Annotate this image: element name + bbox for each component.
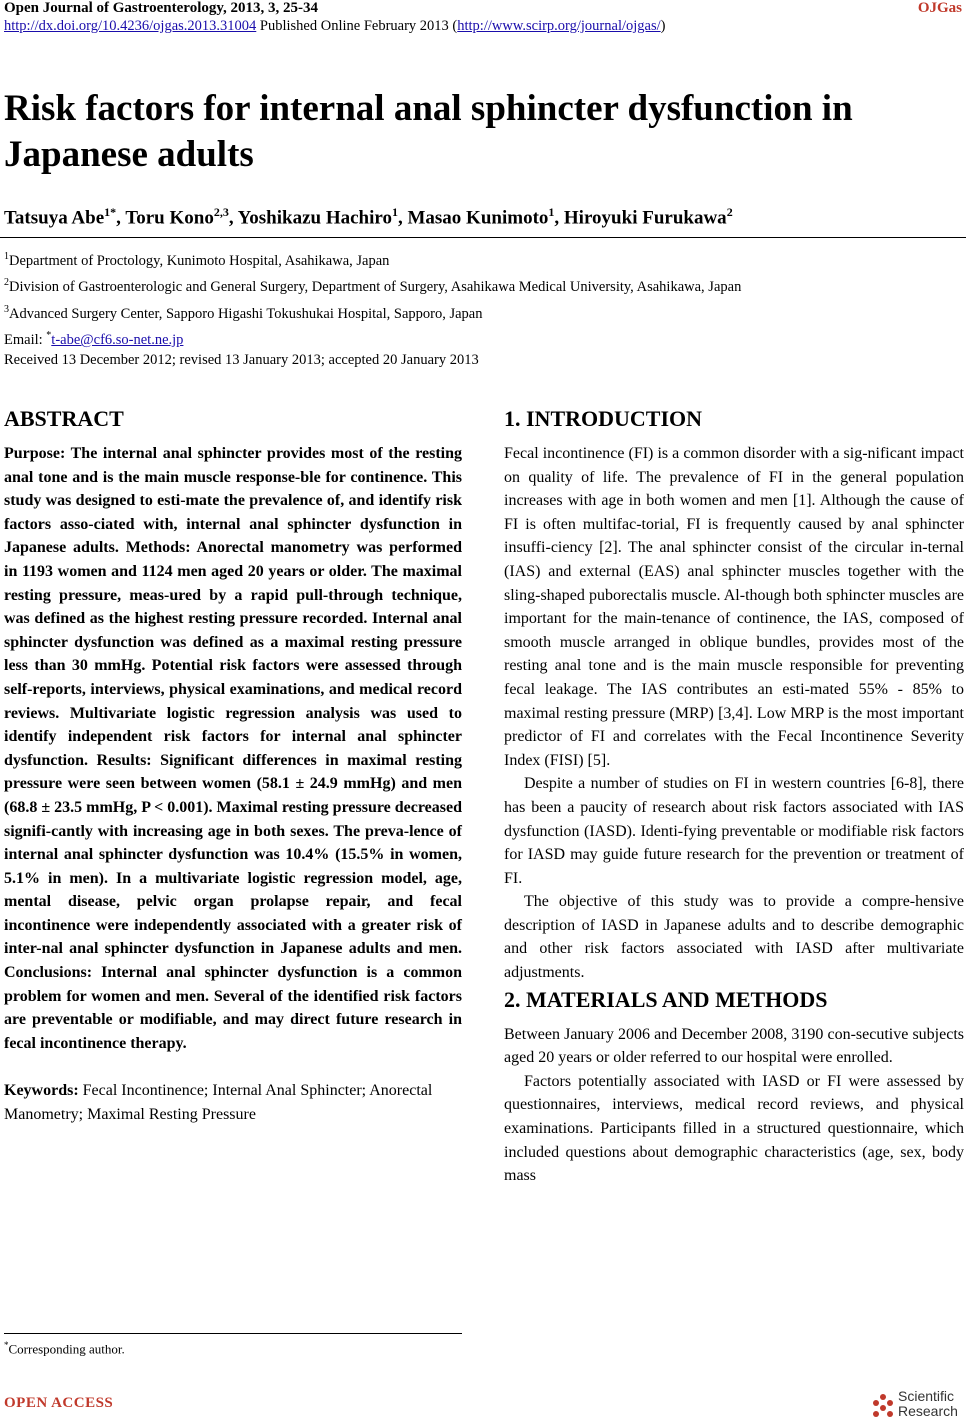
journal-citation: Open Journal of Gastroenterology, 2013, 3, 25-34 xyxy=(4,0,319,16)
header-rule xyxy=(0,237,966,238)
intro-paragraph-3: The objective of this study was to provide a compre-hensive description of IASD in Japanese adults and to describe demographic and other risk factors associated with IASD after multivariate adjustments. xyxy=(504,893,964,982)
article-title xyxy=(4,86,954,178)
title-line-2: Japanese adults xyxy=(4,134,254,175)
author-name: Hiroyuki Furukawa xyxy=(563,207,727,229)
email-sup: * xyxy=(46,329,52,341)
keywords-label: Keywords: xyxy=(4,1082,79,1100)
logo-line-1: Scientific xyxy=(898,1388,955,1404)
footnote-sup: * xyxy=(4,1340,9,1350)
affiliation-sup: 2 xyxy=(4,277,9,289)
intro-paragraph-2: Despite a number of studies on FI in western countries [6-8], there has been a paucity of research about risk factors associated with IAS dysfunction (IASD). Identi-fying preventable or modifiable risk factors for IASD may guide future research for the prevention or treatment of FI. xyxy=(504,775,964,887)
keywords xyxy=(4,1079,462,1126)
email-line xyxy=(4,325,741,351)
author-name: Masao Kunimoto xyxy=(407,207,549,229)
scirp-logo-icon xyxy=(870,1393,896,1419)
footnote-text: Corresponding author. xyxy=(8,1341,125,1357)
introduction-heading: 1. INTRODUCTION xyxy=(504,406,703,431)
affiliation-item xyxy=(4,246,741,272)
affiliation-text: Department of Proctology, Kunimoto Hospital, Asahikawa, Japan xyxy=(9,252,390,269)
affiliation-item xyxy=(4,299,741,325)
author-name: Tatsuya Abe xyxy=(4,207,105,229)
footnote xyxy=(4,1340,125,1357)
affiliations xyxy=(4,246,741,351)
author-sup: 2 xyxy=(726,205,733,219)
author-sup: 1 xyxy=(548,205,555,219)
abstract-text: Purpose: The internal anal sphincter provides most of the resting anal tone and is the main muscle response-ble for continence. This study was designed to esti-mate the prevalence of, and identify risk factors asso-ciated with, internal anal sphincter dysfunction in Japanese adults. Methods: Anorectal manometry was performed in 1193 women and 1124 men aged 20 years or older. The maximal resting pressure, meas-ured by a rapid pull-through technique, was defined as the highest resting pressure recorded. Internal anal sphincter dysfunction was defined as a maximal resting pressure less than 30 mmHg. Potential risk factors were assessed through self-reports, interviews, physical examinations, and medical record reviews. Multivariate logistic regression analysis was used to identify independent risk factors for internal anal sphincter dysfunction. Results: Significant differences in maximal resting pressure were seen between women (58.1 ± 24.9 mmHg) and men (68.8 ± 23.5 mmHg, P < 0.001). Maximal resting pressure decreased signifi-cantly with increasing age in both sexes. The preva-lence of internal anal sphincter dysfunction was 10.4% (15.5% in women, 5.1% in men). In a multivariate logistic regression model, age, mental disease, pelvic organ prolapse repair, and fecal incontinence were independently associated with a greater risk of inter-nal anal sphincter dysfunction in Japanese adults and men. Conclusions: Internal anal sphincter dysfunction is a common problem for women and men. Several of the identified risk factors are preventable or modifiable, and may direct future research in fecal incontinence therapy. xyxy=(4,445,462,1052)
keywords-text: Fecal Incontinence; Internal Anal Sphincter; Anorectal Manometry; Maximal Resting Pressure xyxy=(4,1082,433,1124)
title-line-1: Risk factors for internal anal sphincter dysfunction in xyxy=(4,88,853,129)
right-column xyxy=(504,404,964,1188)
logo-line-2: Research xyxy=(898,1403,958,1419)
author-name: Yoshikazu Hachiro xyxy=(237,207,392,229)
methods-paragraph-2: Factors potentially associated with IASD or FI were assessed by questionnaires, interviews, medical record reviews, and physical examinations. Participants filled in a structured questionnaire, which included questions about demographic characteristics (age, sex, body mass xyxy=(504,1072,964,1185)
email-label: Email: xyxy=(4,331,47,348)
header-doi-line xyxy=(4,18,665,35)
affiliation-sup: 1 xyxy=(4,251,9,262)
author-list: Tatsuya Abe$^{1*}$, Toru Kono$^{2,3}$, Yoshikazu Hachiro$^1$, Masao Kunimoto$^1$, Hiroyuki Furukawa$^2$ xyxy=(4,205,733,229)
methods-heading: 2. MATERIALS AND METHODS xyxy=(504,986,828,1012)
author-sup: 1* xyxy=(104,205,117,219)
author-name: Toru Kono xyxy=(125,207,214,229)
affiliation-item xyxy=(4,272,741,298)
left-column xyxy=(4,404,462,1127)
affiliation-text: Advanced Surgery Center, Sapporo Higashi Tokushukai Hospital, Sapporo, Japan xyxy=(9,305,483,322)
close-paren: ) xyxy=(660,18,666,34)
scientific-research-logo xyxy=(870,1389,962,1421)
doi-link[interactable]: http://dx.doi.org/10.4236/ojgas.2013.31004 xyxy=(4,18,257,34)
logo-text xyxy=(898,1389,958,1419)
author-sup: 2,3 xyxy=(213,205,229,219)
intro-paragraph-1: Fecal incontinence (FI) is a common disorder with a sig-nificant impact on quality of life. The prevalence of FI in the general population increases with age in both women and men [1]. Although the cause of FI is often multifac-torial, FI is frequently caused by anal sphincter insuffi-ciency [2]. The anal sphincter consist of the circular in-ternal (IAS) and external (EAS) anal sphincter muscles together with the sling-shaped puborectalis muscle. Al-though both sphincter muscles are important for the main-tenance of continence, the IAS, composed of smooth muscle arranged in oblique bundles, provides most of the resting anal tone and is the main muscle responsible for preventing fecal leakage. The IAS contributes an esti-mated 55% - 85% to maximal resting pressure (MRP) [3,4]. Low MRP is the most important predictor of FI and correlates with the Fecal Incontinence Severity Index (FISI) [5]. xyxy=(504,445,964,769)
email-link[interactable]: t-abe@cf6.so-net.ne.jp xyxy=(51,331,184,348)
published-text: Published Online February 2013 ( xyxy=(256,18,458,34)
methods-paragraph-1: Between January 2006 and December 2008, 3190 con-secutive subjects aged 20 years or older referred to our hospital were enrolled. xyxy=(504,1025,964,1067)
affiliation-sup: 3 xyxy=(4,303,9,315)
affiliation-text: Division of Gastroenterologic and General Surgery, Department of Surgery, Asahikawa Medical University, Asahikawa, Japan xyxy=(9,279,742,296)
received-dates: Received 13 December 2012; revised 13 January 2013; accepted 20 January 2013 xyxy=(4,352,479,368)
abstract-heading: ABSTRACT xyxy=(4,406,124,431)
author-sup: 1 xyxy=(391,205,398,219)
footnote-rule xyxy=(4,1333,462,1334)
journal-brand: OJGas xyxy=(917,0,962,16)
journal-url-link[interactable]: http://www.scirp.org/journal/ojgas/ xyxy=(457,18,661,34)
open-access-label: OPEN ACCESS xyxy=(4,1395,114,1411)
